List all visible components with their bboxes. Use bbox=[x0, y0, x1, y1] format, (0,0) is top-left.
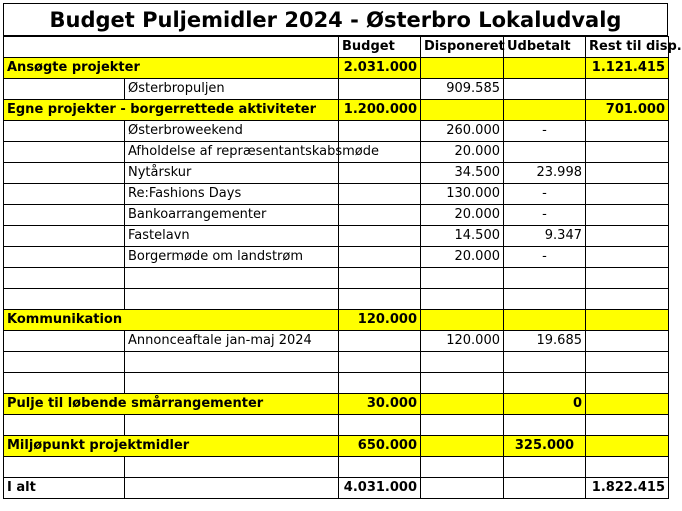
item-disponeret: 260.000 bbox=[421, 121, 504, 142]
item-disponeret: 20.000 bbox=[421, 205, 504, 226]
category-row-egne bbox=[4, 100, 669, 121]
item-udbetalt: 23.998 bbox=[504, 163, 586, 184]
category-budget: 120.000 bbox=[339, 310, 421, 331]
item-label: Borgermøde om landstrøm bbox=[125, 247, 339, 268]
item-row bbox=[4, 331, 669, 352]
empty-cell bbox=[339, 163, 421, 184]
item-disponeret: 120.000 bbox=[421, 331, 504, 352]
empty-cell bbox=[421, 310, 504, 331]
empty-cell bbox=[339, 184, 421, 205]
empty-cell bbox=[586, 79, 669, 100]
item-udbetalt bbox=[504, 79, 586, 100]
total-label: I alt bbox=[4, 478, 125, 499]
category-rest: 701.000 bbox=[586, 100, 669, 121]
category-label: Egne projekter - borgerrettede aktiviteter bbox=[4, 100, 339, 121]
empty-cell bbox=[586, 247, 669, 268]
category-label: Ansøgte projekter bbox=[4, 58, 339, 79]
budget-table bbox=[3, 36, 682, 499]
empty-cell bbox=[504, 310, 586, 331]
total-rest: 1.822.415 bbox=[586, 478, 669, 499]
item-row bbox=[4, 226, 669, 247]
item-udbetalt: 9.347 bbox=[504, 226, 586, 247]
empty-cell bbox=[421, 58, 504, 79]
category-udbetalt: 325.000 bbox=[504, 436, 586, 457]
item-label: Re:Fashions Days bbox=[125, 184, 339, 205]
category-budget: 650.000 bbox=[339, 436, 421, 457]
empty-cell bbox=[586, 226, 669, 247]
item-udbetalt: - bbox=[504, 121, 586, 142]
item-row bbox=[4, 247, 669, 268]
category-label: Kommunikation bbox=[4, 310, 339, 331]
empty-cell bbox=[586, 310, 669, 331]
item-row bbox=[4, 205, 669, 226]
category-budget: 1.200.000 bbox=[339, 100, 421, 121]
empty-cell bbox=[4, 121, 125, 142]
blank-row bbox=[4, 373, 669, 394]
category-row-ansogte bbox=[4, 58, 669, 79]
empty-cell bbox=[586, 331, 669, 352]
empty-cell bbox=[4, 226, 125, 247]
category-row-kommunikation bbox=[4, 310, 669, 331]
empty-cell bbox=[4, 184, 125, 205]
category-udbetalt: 0 bbox=[504, 394, 586, 415]
header-empty-cell bbox=[4, 37, 339, 58]
empty-cell bbox=[339, 331, 421, 352]
item-row bbox=[4, 121, 669, 142]
item-udbetalt: - bbox=[504, 247, 586, 268]
empty-cell bbox=[586, 205, 669, 226]
item-row bbox=[4, 142, 669, 163]
item-disponeret: 909.585 bbox=[421, 79, 504, 100]
item-label: Østerbroweekend bbox=[125, 121, 339, 142]
blank-row bbox=[4, 352, 669, 373]
sheet-title: Budget Puljemidler 2024 - Østerbro Lokaludvalg bbox=[3, 3, 668, 36]
empty-cell bbox=[504, 58, 586, 79]
item-label: Fastelavn bbox=[125, 226, 339, 247]
header-row bbox=[4, 37, 669, 58]
empty-cell bbox=[4, 205, 125, 226]
empty-cell bbox=[4, 331, 125, 352]
empty-cell bbox=[504, 478, 586, 499]
empty-cell bbox=[586, 121, 669, 142]
header-budget: Budget bbox=[339, 37, 421, 58]
empty-cell bbox=[339, 121, 421, 142]
item-row bbox=[4, 163, 669, 184]
item-row bbox=[4, 79, 669, 100]
total-budget: 4.031.000 bbox=[339, 478, 421, 499]
item-disponeret: 130.000 bbox=[421, 184, 504, 205]
empty-cell bbox=[586, 163, 669, 184]
empty-cell bbox=[125, 478, 339, 499]
category-row-miljo bbox=[4, 436, 669, 457]
item-udbetalt: 19.685 bbox=[504, 331, 586, 352]
empty-cell bbox=[586, 184, 669, 205]
category-row-pulje bbox=[4, 394, 669, 415]
empty-cell bbox=[586, 436, 669, 457]
header-disponeret: Disponeret bbox=[421, 37, 504, 58]
item-disponeret: 20.000 bbox=[421, 247, 504, 268]
item-disponeret: 14.500 bbox=[421, 226, 504, 247]
item-label: Afholdelse af repræsentantskabsmøde bbox=[125, 142, 339, 163]
item-label: Annonceaftale jan-maj 2024 bbox=[125, 331, 339, 352]
item-disponeret: 20.000 bbox=[421, 142, 504, 163]
item-label: Nytårskur bbox=[125, 163, 339, 184]
item-udbetalt bbox=[504, 142, 586, 163]
header-udbetalt: Udbetalt bbox=[504, 37, 586, 58]
empty-cell bbox=[339, 226, 421, 247]
item-row bbox=[4, 184, 669, 205]
empty-cell bbox=[421, 100, 504, 121]
category-rest: 1.121.415 bbox=[586, 58, 669, 79]
item-udbetalt: - bbox=[504, 205, 586, 226]
empty-cell bbox=[421, 478, 504, 499]
blank-row bbox=[4, 415, 669, 436]
empty-cell bbox=[4, 163, 125, 184]
total-row bbox=[4, 478, 669, 499]
blank-row bbox=[4, 289, 669, 310]
empty-cell bbox=[4, 247, 125, 268]
empty-cell bbox=[4, 142, 125, 163]
category-budget: 2.031.000 bbox=[339, 58, 421, 79]
category-label: Pulje til løbende smårrangementer bbox=[4, 394, 339, 415]
item-label: Bankoarrangementer bbox=[125, 205, 339, 226]
empty-cell bbox=[4, 79, 125, 100]
empty-cell bbox=[339, 247, 421, 268]
empty-cell bbox=[586, 394, 669, 415]
header-rest: Rest til disp. bbox=[586, 37, 669, 58]
item-label: Østerbropuljen bbox=[125, 79, 339, 100]
empty-cell bbox=[586, 142, 669, 163]
empty-cell bbox=[421, 394, 504, 415]
category-label: Miljøpunkt projektmidler bbox=[4, 436, 339, 457]
item-udbetalt: - bbox=[504, 184, 586, 205]
category-budget: 30.000 bbox=[339, 394, 421, 415]
empty-cell bbox=[339, 79, 421, 100]
empty-cell bbox=[421, 436, 504, 457]
item-disponeret: 34.500 bbox=[421, 163, 504, 184]
blank-row bbox=[4, 268, 669, 289]
empty-cell bbox=[504, 100, 586, 121]
empty-cell bbox=[339, 205, 421, 226]
blank-row bbox=[4, 457, 669, 478]
